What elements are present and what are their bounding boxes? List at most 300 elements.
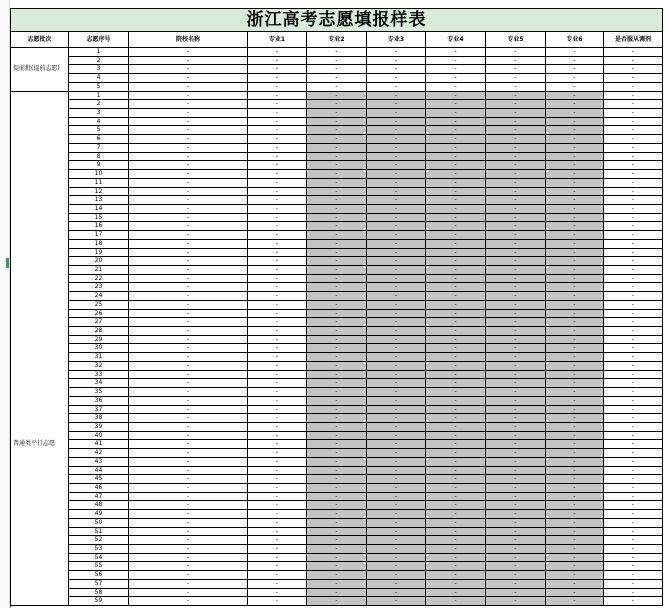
major-5-cell[interactable]: - [486,528,546,537]
major-4-cell[interactable]: - [426,83,486,92]
major-4-cell[interactable]: - [426,379,486,388]
major-4-cell[interactable]: - [426,440,486,449]
major-1-cell[interactable]: - [248,144,307,153]
major-1-cell[interactable]: - [248,554,307,563]
sequence-cell[interactable]: 4 [69,118,129,127]
school-name-cell[interactable]: - [129,109,248,118]
school-name-cell[interactable]: - [129,196,248,205]
major-2-cell[interactable]: - [307,423,367,432]
school-name-cell[interactable]: - [129,92,248,101]
sequence-cell[interactable]: 39 [69,423,129,432]
major-5-cell[interactable]: - [486,48,546,57]
major-2-cell[interactable]: - [307,275,367,284]
major-1-cell[interactable]: - [248,475,307,484]
major-3-cell[interactable]: - [367,580,426,589]
major-4-cell[interactable]: - [426,170,486,179]
sequence-cell[interactable]: 10 [69,170,129,179]
sequence-cell[interactable]: 16 [69,222,129,231]
batch-cell[interactable] [11,92,69,606]
major-1-cell[interactable]: - [248,48,307,57]
school-name-cell[interactable]: - [129,135,248,144]
major-4-cell[interactable]: - [426,301,486,310]
school-name-cell[interactable]: - [129,240,248,249]
major-2-cell[interactable]: - [307,292,367,301]
major-1-cell[interactable]: - [248,589,307,598]
accept-adjustment-cell[interactable]: - [604,423,663,432]
major-1-cell[interactable]: - [248,170,307,179]
major-4-cell[interactable]: - [426,205,486,214]
major-6-cell[interactable]: - [546,257,604,266]
school-name-cell[interactable]: - [129,554,248,563]
major-2-cell[interactable]: - [307,475,367,484]
major-5-cell[interactable]: - [486,65,546,74]
major-1-cell[interactable]: - [248,344,307,353]
major-5-cell[interactable]: - [486,283,546,292]
major-4-cell[interactable]: - [426,283,486,292]
major-5-cell[interactable]: - [486,336,546,345]
major-2-cell[interactable]: - [307,83,367,92]
major-4-cell[interactable]: - [426,292,486,301]
major-3-cell[interactable]: - [367,135,426,144]
accept-adjustment-cell[interactable]: - [604,406,663,415]
major-5-cell[interactable]: - [486,388,546,397]
major-4-cell[interactable]: - [426,57,486,66]
major-5-cell[interactable]: - [486,440,546,449]
major-3-cell[interactable]: - [367,501,426,510]
sequence-cell[interactable]: 32 [69,362,129,371]
major-1-cell[interactable]: - [248,135,307,144]
major-2-cell[interactable]: - [307,144,367,153]
major-3-cell[interactable]: - [367,510,426,519]
major-5-cell[interactable]: - [486,449,546,458]
sequence-cell[interactable]: 1 [69,92,129,101]
school-name-cell[interactable]: - [129,406,248,415]
major-1-cell[interactable]: - [248,597,307,606]
major-4-cell[interactable]: - [426,336,486,345]
major-5-cell[interactable]: - [486,170,546,179]
major-6-cell[interactable]: - [546,144,604,153]
major-5-cell[interactable]: - [486,249,546,258]
accept-adjustment-cell[interactable]: - [604,100,663,109]
accept-adjustment-cell[interactable]: - [604,484,663,493]
major-2-cell[interactable]: - [307,406,367,415]
major-3-cell[interactable]: - [367,205,426,214]
school-name-cell[interactable]: - [129,310,248,319]
major-5-cell[interactable]: - [486,379,546,388]
sequence-cell[interactable]: 33 [69,371,129,380]
sequence-cell[interactable]: 23 [69,283,129,292]
major-6-cell[interactable]: - [546,327,604,336]
major-1-cell[interactable]: - [248,188,307,197]
major-4-cell[interactable]: - [426,493,486,502]
major-6-cell[interactable]: - [546,249,604,258]
major-3-cell[interactable]: - [367,519,426,528]
major-2-cell[interactable]: - [307,74,367,83]
accept-adjustment-cell[interactable]: - [604,179,663,188]
major-2-cell[interactable]: - [307,161,367,170]
school-name-cell[interactable]: - [129,423,248,432]
major-3-cell[interactable]: - [367,371,426,380]
school-name-cell[interactable]: - [129,528,248,537]
major-6-cell[interactable]: - [546,196,604,205]
major-2-cell[interactable]: - [307,283,367,292]
major-3-cell[interactable]: - [367,179,426,188]
major-2-cell[interactable]: - [307,458,367,467]
school-name-cell[interactable]: - [129,397,248,406]
major-4-cell[interactable]: - [426,458,486,467]
accept-adjustment-cell[interactable]: - [604,501,663,510]
major-1-cell[interactable]: - [248,580,307,589]
sequence-cell[interactable]: 38 [69,414,129,423]
major-3-cell[interactable]: - [367,214,426,223]
major-3-cell[interactable]: - [367,423,426,432]
major-1-cell[interactable]: - [248,74,307,83]
major-1-cell[interactable]: - [248,467,307,476]
school-name-cell[interactable]: - [129,589,248,598]
major-3-cell[interactable]: - [367,414,426,423]
major-2-cell[interactable]: - [307,432,367,441]
major-2-cell[interactable]: - [307,126,367,135]
major-3-cell[interactable]: - [367,545,426,554]
major-3-cell[interactable]: - [367,161,426,170]
major-6-cell[interactable]: - [546,580,604,589]
accept-adjustment-cell[interactable]: - [604,519,663,528]
major-2-cell[interactable]: - [307,353,367,362]
major-1-cell[interactable]: - [248,406,307,415]
major-2-cell[interactable]: - [307,310,367,319]
major-1-cell[interactable]: - [248,310,307,319]
accept-adjustment-cell[interactable]: - [604,379,663,388]
school-name-cell[interactable]: - [129,126,248,135]
major-1-cell[interactable]: - [248,353,307,362]
major-6-cell[interactable]: - [546,48,604,57]
major-4-cell[interactable]: - [426,519,486,528]
major-2-cell[interactable]: - [307,65,367,74]
major-5-cell[interactable]: - [486,153,546,162]
major-4-cell[interactable]: - [426,161,486,170]
school-name-cell[interactable]: - [129,467,248,476]
major-5-cell[interactable]: - [486,580,546,589]
major-3-cell[interactable]: - [367,48,426,57]
major-5-cell[interactable]: - [486,74,546,83]
major-4-cell[interactable]: - [426,179,486,188]
major-3-cell[interactable]: - [367,597,426,606]
school-name-cell[interactable]: - [129,484,248,493]
school-name-cell[interactable]: - [129,153,248,162]
major-3-cell[interactable]: - [367,562,426,571]
major-6-cell[interactable]: - [546,362,604,371]
major-2-cell[interactable]: - [307,205,367,214]
sequence-cell[interactable]: 3 [69,65,129,74]
major-2-cell[interactable]: - [307,519,367,528]
accept-adjustment-cell[interactable]: - [604,580,663,589]
school-name-cell[interactable]: - [129,65,248,74]
major-6-cell[interactable]: - [546,371,604,380]
major-3-cell[interactable]: - [367,467,426,476]
major-5-cell[interactable]: - [486,423,546,432]
major-6-cell[interactable]: - [546,231,604,240]
major-4-cell[interactable]: - [426,318,486,327]
major-5-cell[interactable]: - [486,536,546,545]
major-3-cell[interactable]: - [367,554,426,563]
major-5-cell[interactable]: - [486,240,546,249]
sequence-cell[interactable]: 59 [69,597,129,606]
school-name-cell[interactable]: - [129,170,248,179]
major-4-cell[interactable]: - [426,554,486,563]
school-name-cell[interactable]: - [129,327,248,336]
accept-adjustment-cell[interactable]: - [604,467,663,476]
major-5-cell[interactable]: - [486,196,546,205]
school-name-cell[interactable]: - [129,161,248,170]
major-2-cell[interactable]: - [307,510,367,519]
major-3-cell[interactable]: - [367,493,426,502]
major-6-cell[interactable]: - [546,179,604,188]
school-name-cell[interactable]: - [129,362,248,371]
major-5-cell[interactable]: - [486,414,546,423]
major-1-cell[interactable]: - [248,562,307,571]
major-3-cell[interactable]: - [367,388,426,397]
major-5-cell[interactable]: - [486,83,546,92]
major-2-cell[interactable]: - [307,240,367,249]
major-6-cell[interactable]: - [546,571,604,580]
major-6-cell[interactable]: - [546,100,604,109]
major-6-cell[interactable]: - [546,467,604,476]
major-4-cell[interactable]: - [426,344,486,353]
school-name-cell[interactable]: - [129,100,248,109]
major-5-cell[interactable]: - [486,475,546,484]
major-1-cell[interactable]: - [248,371,307,380]
major-2-cell[interactable]: - [307,118,367,127]
major-2-cell[interactable]: - [307,484,367,493]
major-6-cell[interactable]: - [546,519,604,528]
major-4-cell[interactable]: - [426,536,486,545]
major-4-cell[interactable]: - [426,214,486,223]
school-name-cell[interactable]: - [129,388,248,397]
major-5-cell[interactable]: - [486,135,546,144]
school-name-cell[interactable]: - [129,597,248,606]
major-1-cell[interactable]: - [248,153,307,162]
major-6-cell[interactable]: - [546,449,604,458]
sequence-cell[interactable]: 5 [69,126,129,135]
major-4-cell[interactable]: - [426,528,486,537]
accept-adjustment-cell[interactable]: - [604,74,663,83]
major-3-cell[interactable]: - [367,170,426,179]
major-3-cell[interactable]: - [367,449,426,458]
major-1-cell[interactable]: - [248,214,307,223]
sequence-cell[interactable]: 58 [69,589,129,598]
school-name-cell[interactable]: - [129,214,248,223]
major-5-cell[interactable]: - [486,597,546,606]
school-name-cell[interactable]: - [129,83,248,92]
major-2-cell[interactable]: - [307,318,367,327]
accept-adjustment-cell[interactable]: - [604,528,663,537]
major-1-cell[interactable]: - [248,501,307,510]
sequence-cell[interactable]: 31 [69,353,129,362]
major-3-cell[interactable]: - [367,310,426,319]
major-3-cell[interactable]: - [367,571,426,580]
major-2-cell[interactable]: - [307,301,367,310]
major-6-cell[interactable]: - [546,484,604,493]
major-4-cell[interactable]: - [426,188,486,197]
major-4-cell[interactable]: - [426,545,486,554]
major-4-cell[interactable]: - [426,449,486,458]
sequence-cell[interactable]: 43 [69,458,129,467]
major-4-cell[interactable]: - [426,597,486,606]
major-1-cell[interactable]: - [248,318,307,327]
major-5-cell[interactable]: - [486,562,546,571]
sequence-cell[interactable]: 12 [69,188,129,197]
major-3-cell[interactable]: - [367,301,426,310]
accept-adjustment-cell[interactable]: - [604,432,663,441]
major-1-cell[interactable]: - [248,528,307,537]
major-3-cell[interactable]: - [367,397,426,406]
major-6-cell[interactable]: - [546,406,604,415]
major-6-cell[interactable]: - [546,493,604,502]
sequence-cell[interactable]: 6 [69,135,129,144]
major-6-cell[interactable]: - [546,126,604,135]
major-6-cell[interactable]: - [546,528,604,537]
major-1-cell[interactable]: - [248,388,307,397]
major-2-cell[interactable]: - [307,344,367,353]
major-5-cell[interactable]: - [486,362,546,371]
major-1-cell[interactable]: - [248,231,307,240]
major-4-cell[interactable]: - [426,144,486,153]
accept-adjustment-cell[interactable]: - [604,414,663,423]
accept-adjustment-cell[interactable]: - [604,440,663,449]
sequence-cell[interactable]: 47 [69,493,129,502]
accept-adjustment-cell[interactable]: - [604,371,663,380]
major-6-cell[interactable]: - [546,414,604,423]
major-6-cell[interactable]: - [546,597,604,606]
sequence-cell[interactable]: 55 [69,562,129,571]
accept-adjustment-cell[interactable]: - [604,240,663,249]
major-1-cell[interactable]: - [248,109,307,118]
major-4-cell[interactable]: - [426,92,486,101]
major-3-cell[interactable]: - [367,249,426,258]
school-name-cell[interactable]: - [129,144,248,153]
accept-adjustment-cell[interactable]: - [604,214,663,223]
major-6-cell[interactable]: - [546,589,604,598]
major-1-cell[interactable]: - [248,414,307,423]
major-4-cell[interactable]: - [426,475,486,484]
major-3-cell[interactable]: - [367,283,426,292]
major-2-cell[interactable]: - [307,554,367,563]
major-2-cell[interactable]: - [307,196,367,205]
major-3-cell[interactable]: - [367,266,426,275]
school-name-cell[interactable]: - [129,57,248,66]
sequence-cell[interactable]: 30 [69,344,129,353]
major-1-cell[interactable]: - [248,510,307,519]
accept-adjustment-cell[interactable]: - [604,92,663,101]
major-1-cell[interactable]: - [248,536,307,545]
major-5-cell[interactable]: - [486,510,546,519]
sequence-cell[interactable]: 37 [69,406,129,415]
school-name-cell[interactable]: - [129,353,248,362]
school-name-cell[interactable]: - [129,222,248,231]
school-name-cell[interactable]: - [129,536,248,545]
major-1-cell[interactable]: - [248,423,307,432]
accept-adjustment-cell[interactable]: - [604,283,663,292]
accept-adjustment-cell[interactable]: - [604,144,663,153]
major-1-cell[interactable]: - [248,545,307,554]
major-6-cell[interactable]: - [546,388,604,397]
major-2-cell[interactable]: - [307,388,367,397]
school-name-cell[interactable]: - [129,188,248,197]
sequence-cell[interactable]: 54 [69,554,129,563]
accept-adjustment-cell[interactable]: - [604,205,663,214]
major-4-cell[interactable]: - [426,510,486,519]
accept-adjustment-cell[interactable]: - [604,362,663,371]
accept-adjustment-cell[interactable]: - [604,135,663,144]
major-4-cell[interactable]: - [426,65,486,74]
major-5-cell[interactable]: - [486,519,546,528]
major-5-cell[interactable]: - [486,214,546,223]
sequence-cell[interactable]: 28 [69,327,129,336]
major-6-cell[interactable]: - [546,301,604,310]
major-1-cell[interactable]: - [248,266,307,275]
major-4-cell[interactable]: - [426,240,486,249]
major-3-cell[interactable]: - [367,362,426,371]
major-5-cell[interactable]: - [486,458,546,467]
accept-adjustment-cell[interactable]: - [604,388,663,397]
major-6-cell[interactable]: - [546,310,604,319]
major-6-cell[interactable]: - [546,353,604,362]
major-1-cell[interactable]: - [248,196,307,205]
school-name-cell[interactable]: - [129,371,248,380]
major-6-cell[interactable]: - [546,379,604,388]
major-3-cell[interactable]: - [367,126,426,135]
school-name-cell[interactable]: - [129,301,248,310]
school-name-cell[interactable]: - [129,48,248,57]
major-1-cell[interactable]: - [248,440,307,449]
major-6-cell[interactable]: - [546,283,604,292]
major-6-cell[interactable]: - [546,562,604,571]
sequence-cell[interactable]: 27 [69,318,129,327]
major-1-cell[interactable]: - [248,301,307,310]
major-1-cell[interactable]: - [248,222,307,231]
major-3-cell[interactable]: - [367,257,426,266]
major-6-cell[interactable]: - [546,205,604,214]
school-name-cell[interactable]: - [129,275,248,284]
major-3-cell[interactable]: - [367,144,426,153]
major-3-cell[interactable]: - [367,440,426,449]
major-5-cell[interactable]: - [486,144,546,153]
school-name-cell[interactable]: - [129,414,248,423]
major-6-cell[interactable]: - [546,135,604,144]
sequence-cell[interactable]: 22 [69,275,129,284]
school-name-cell[interactable]: - [129,318,248,327]
accept-adjustment-cell[interactable]: - [604,589,663,598]
major-4-cell[interactable]: - [426,414,486,423]
major-5-cell[interactable]: - [486,327,546,336]
major-5-cell[interactable]: - [486,589,546,598]
major-6-cell[interactable]: - [546,153,604,162]
major-1-cell[interactable]: - [248,432,307,441]
major-3-cell[interactable]: - [367,100,426,109]
sequence-cell[interactable]: 24 [69,292,129,301]
sequence-cell[interactable]: 2 [69,57,129,66]
major-4-cell[interactable]: - [426,135,486,144]
sequence-cell[interactable]: 46 [69,484,129,493]
major-3-cell[interactable]: - [367,432,426,441]
major-5-cell[interactable]: - [486,501,546,510]
major-3-cell[interactable]: - [367,57,426,66]
major-2-cell[interactable]: - [307,188,367,197]
accept-adjustment-cell[interactable]: - [604,301,663,310]
major-3-cell[interactable]: - [367,83,426,92]
major-2-cell[interactable]: - [307,336,367,345]
school-name-cell[interactable]: - [129,179,248,188]
